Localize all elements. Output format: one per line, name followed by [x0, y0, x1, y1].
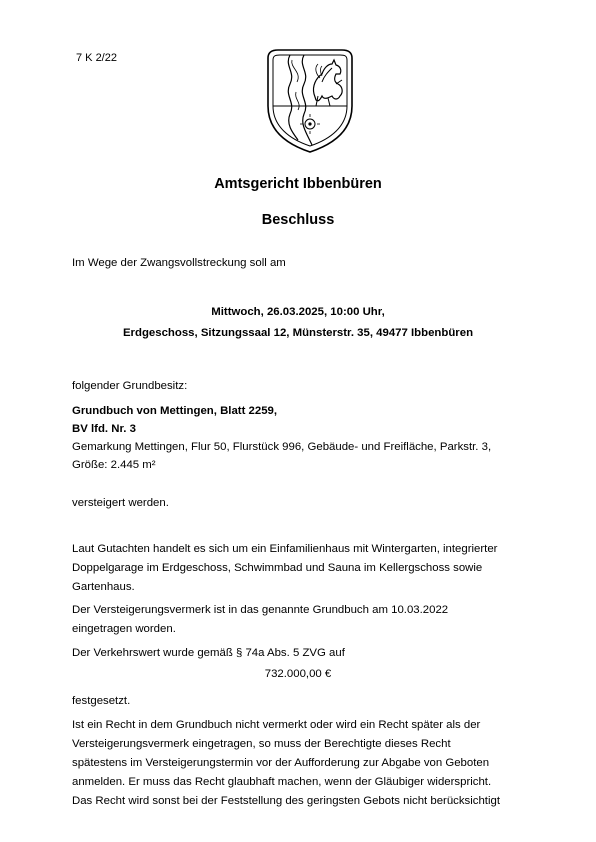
- court-name: Amtsgericht Ibbenbüren: [214, 176, 382, 192]
- market-value-amount: 732.000,00 €: [264, 668, 332, 680]
- register-note-line-2: eingetragen worden.: [72, 623, 176, 635]
- case-number: 7 K 2/22: [76, 52, 117, 64]
- rights-line-2: Versteigerungsvermerk eingetragen, so muss der Berechtigte dieses Recht: [72, 738, 451, 750]
- register-note-line-1: Der Versteigerungsvermerk ist in das genannte Grundbuch am 10.03.2022: [72, 604, 449, 616]
- appraisal-line-2: Doppelgarage im Erdgeschoss, Schwimmbad und Sauna im Kellergschoss sowie: [72, 562, 483, 574]
- inventory-number: BV lfd. Nr. 3: [72, 423, 136, 435]
- auction-location: Erdgeschoss, Sitzungssaal 12, Münsterstr. 35, 49477 Ibbenbüren: [122, 327, 474, 339]
- property-intro: folgender Grundbesitz:: [72, 380, 188, 392]
- coat-of-arms-icon: [262, 44, 358, 154]
- rights-line-5: Das Recht wird sonst bei der Feststellung des geringsten Gebots nicht berücksichtigt: [72, 795, 500, 807]
- parcel-size: Größe: 2.445 m²: [72, 459, 156, 471]
- land-register: Grundbuch von Mettingen, Blatt 2259,: [72, 405, 278, 417]
- fixed-text: festgesetzt.: [72, 695, 131, 707]
- appraisal-line-3: Gartenhaus.: [72, 581, 135, 593]
- auction-date-time: Mittwoch, 26.03.2025, 10:00 Uhr,: [211, 306, 385, 318]
- appraisal-line-1: Laut Gutachten handelt es sich um ein Einfamilienhaus mit Wintergarten, integrierter: [72, 543, 498, 555]
- market-value-text: Der Verkehrswert wurde gemäß § 74a Abs. 5 ZVG auf: [72, 647, 345, 659]
- intro-text: Im Wege der Zwangsvollstreckung soll am: [72, 257, 286, 269]
- rights-line-3: spätestens im Versteigerungstermin vor der Aufforderung zur Abgabe von Geboten: [72, 757, 490, 769]
- auction-statement: versteigert werden.: [72, 497, 169, 509]
- rights-line-1: Ist ein Recht in dem Grundbuch nicht vermerkt oder wird ein Recht später als der: [72, 719, 481, 731]
- rights-line-4: anmelden. Er muss das Recht glaubhaft machen, wenn der Gläubiger widerspricht.: [72, 776, 492, 788]
- document-title: Beschluss: [261, 212, 335, 228]
- parcel-description: Gemarkung Mettingen, Flur 50, Flurstück 996, Gebäude- und Freifläche, Parkstr. 3,: [72, 441, 492, 453]
